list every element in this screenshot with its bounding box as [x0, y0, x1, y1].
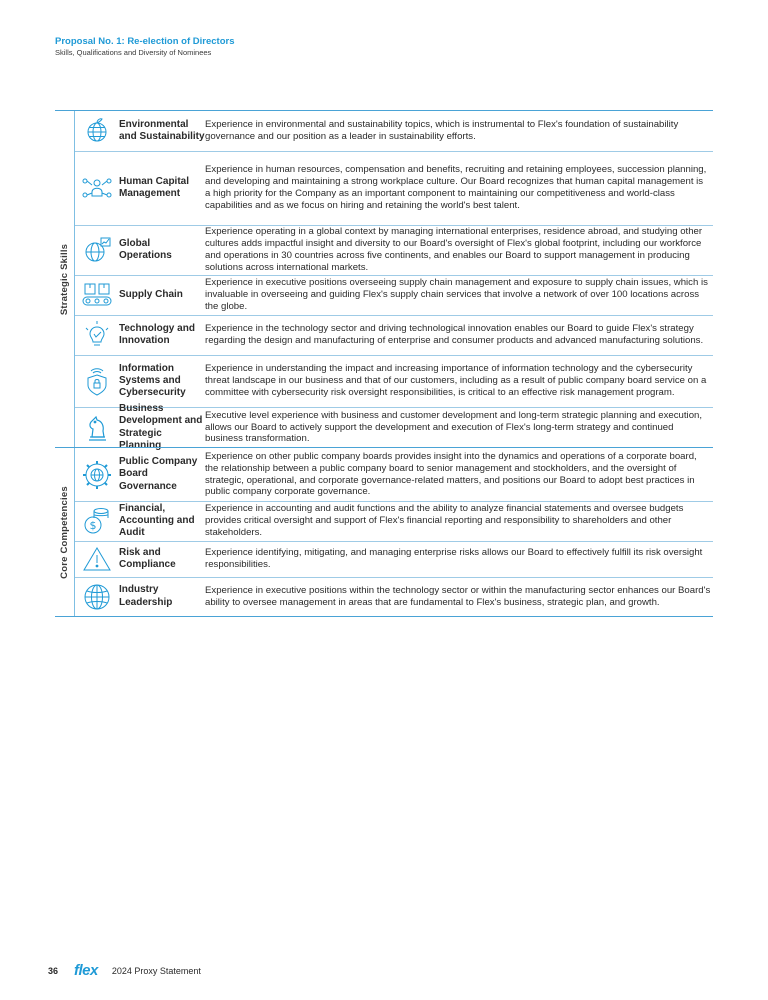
- conveyor-boxes-icon: [75, 281, 119, 309]
- lightbulb-icon: [75, 320, 119, 350]
- skill-description: Experience in human resources, compensation and benefits, recruiting and retaining employees, succession planning, and developing and maintaining a strong workplace culture. Our Board recognizes that human capital management is a high priority for the Company as an important component to maintaining our competitiveness and world-class capabilities and as we focus on hiring and retaining the world's best talent.: [205, 164, 707, 211]
- skill-label: Public Company Board Governance: [119, 456, 198, 492]
- group-label: Core Competencies: [55, 448, 75, 616]
- table-row: [75, 225, 713, 276]
- skill-label: Information Systems and Cybersecurity: [119, 362, 186, 399]
- globe-leaf-icon: [75, 116, 119, 146]
- globe-chart-icon: [75, 235, 119, 265]
- people-network-icon: [75, 173, 119, 203]
- skill-label: Human Capital Management: [119, 175, 190, 199]
- table-row: [75, 541, 713, 578]
- skill-label: Supply Chain: [119, 288, 183, 300]
- table-row: [75, 111, 713, 152]
- skill-description: Experience identifying, mitigating, and managing enterprise risks allows our Board to effectively fulfill its risk oversight responsibilities.: [205, 547, 703, 570]
- coins-dollar-icon: [75, 506, 119, 536]
- globe-icon: [75, 582, 119, 612]
- strategic-skills-table: [55, 110, 713, 451]
- skill-label: Financial, Accounting and Audit: [119, 502, 195, 539]
- page-footer: [48, 962, 201, 979]
- chess-knight-icon: [75, 413, 119, 443]
- shield-lock-icon: [75, 365, 119, 397]
- skill-description: Executive level experience with business and customer development and long-term strategic planning and execution, allows our Board to actively support the development and execution of Flex's long-term strategy and continued business transformation.: [205, 409, 703, 445]
- skill-description: Experience in understanding the impact and increasing importance of information technology and the cybersecurity threat landscape in our business and that of our customers, including as a result of public company board service on a committee with cybersecurity risk oversight responsibilities, is critical to an effective risk management program.: [205, 363, 707, 398]
- skill-label: Technology and Innovation: [119, 322, 195, 346]
- page-header: [55, 36, 234, 58]
- table-row: [75, 577, 713, 616]
- section-subtitle: Skills, Qualifications and Diversity of Nominees: [55, 48, 212, 57]
- table-row: [75, 315, 713, 356]
- skill-description: Experience operating in a global context by managing international enterprises, residence abroad, and studying other cultures adds impactful insight and diversity to our Board's oversight of Flex's global footprint, including our workforce and operations in 30 countries across five continents, and enables our Board to support management in producing solutions across international markets.: [205, 226, 703, 273]
- core-competencies-table: [55, 447, 713, 617]
- skill-label: Global Operations: [119, 237, 172, 261]
- skill-label: Business Development and Strategic Planning: [119, 403, 203, 451]
- table-row: [75, 151, 713, 226]
- skill-description: Experience in the technology sector and driving technological innovation enables our Board to guide Flex's strategy regarding the design and manufacturing of enterprise and consumer products and advanced manufacturing solutions.: [205, 323, 704, 346]
- skill-description: Experience in executive positions within the technology sector or within the manufacturing sector enhances our Board's ability to oversee management in areas that are fundamental to Flex's business, strategic plan, and growth.: [205, 584, 711, 608]
- skill-description: Experience on other public company boards provides insight into the dynamics and operations of a corporate board, the relationship between a public company board to senior management and stockholders, and the oversight of strategic, operational, and corporate governance-related matters, and positions our Board to adopt best practices in public company corporate governance.: [205, 450, 697, 498]
- flex-logo: flex: [74, 962, 98, 979]
- gear-globe-icon: [75, 459, 119, 491]
- skill-label: Environmental and Sustainability: [119, 118, 205, 142]
- skill-description: Experience in accounting and audit functions and the ability to analyze financial statements and oversee budgets provides critical oversight and support of Flex's financial reporting and responsibility to shareholders and other stakeholders.: [205, 503, 684, 538]
- table-row: [75, 355, 713, 408]
- skill-label: Risk and Compliance: [119, 546, 176, 570]
- skill-description: Experience in environmental and sustainability topics, which is instrumental to Flex's foundation of sustainability governance and our position as a leader in sustainability efforts.: [205, 119, 679, 142]
- report-title: 2024 Proxy Statement: [111, 965, 201, 976]
- section-title: Proposal No. 1: Re-election of Directors: [55, 36, 235, 47]
- warning-triangle-icon: [75, 545, 119, 573]
- skill-description: Experience in executive positions overseeing supply chain management and exposure to supply chain issues, which is invaluable in overseeing and guiding Flex's supply chain services that involve a network of over 100 locations across the globe.: [205, 277, 708, 312]
- table-row: [75, 403, 713, 451]
- table-row: [75, 501, 713, 542]
- group-label: Strategic Skills: [55, 111, 75, 448]
- page-number: 36: [48, 965, 59, 976]
- table-row: [75, 275, 713, 316]
- skill-label: Industry Leadership: [119, 584, 173, 608]
- table-row: [75, 448, 713, 502]
- svg-text:$: $: [89, 519, 97, 532]
